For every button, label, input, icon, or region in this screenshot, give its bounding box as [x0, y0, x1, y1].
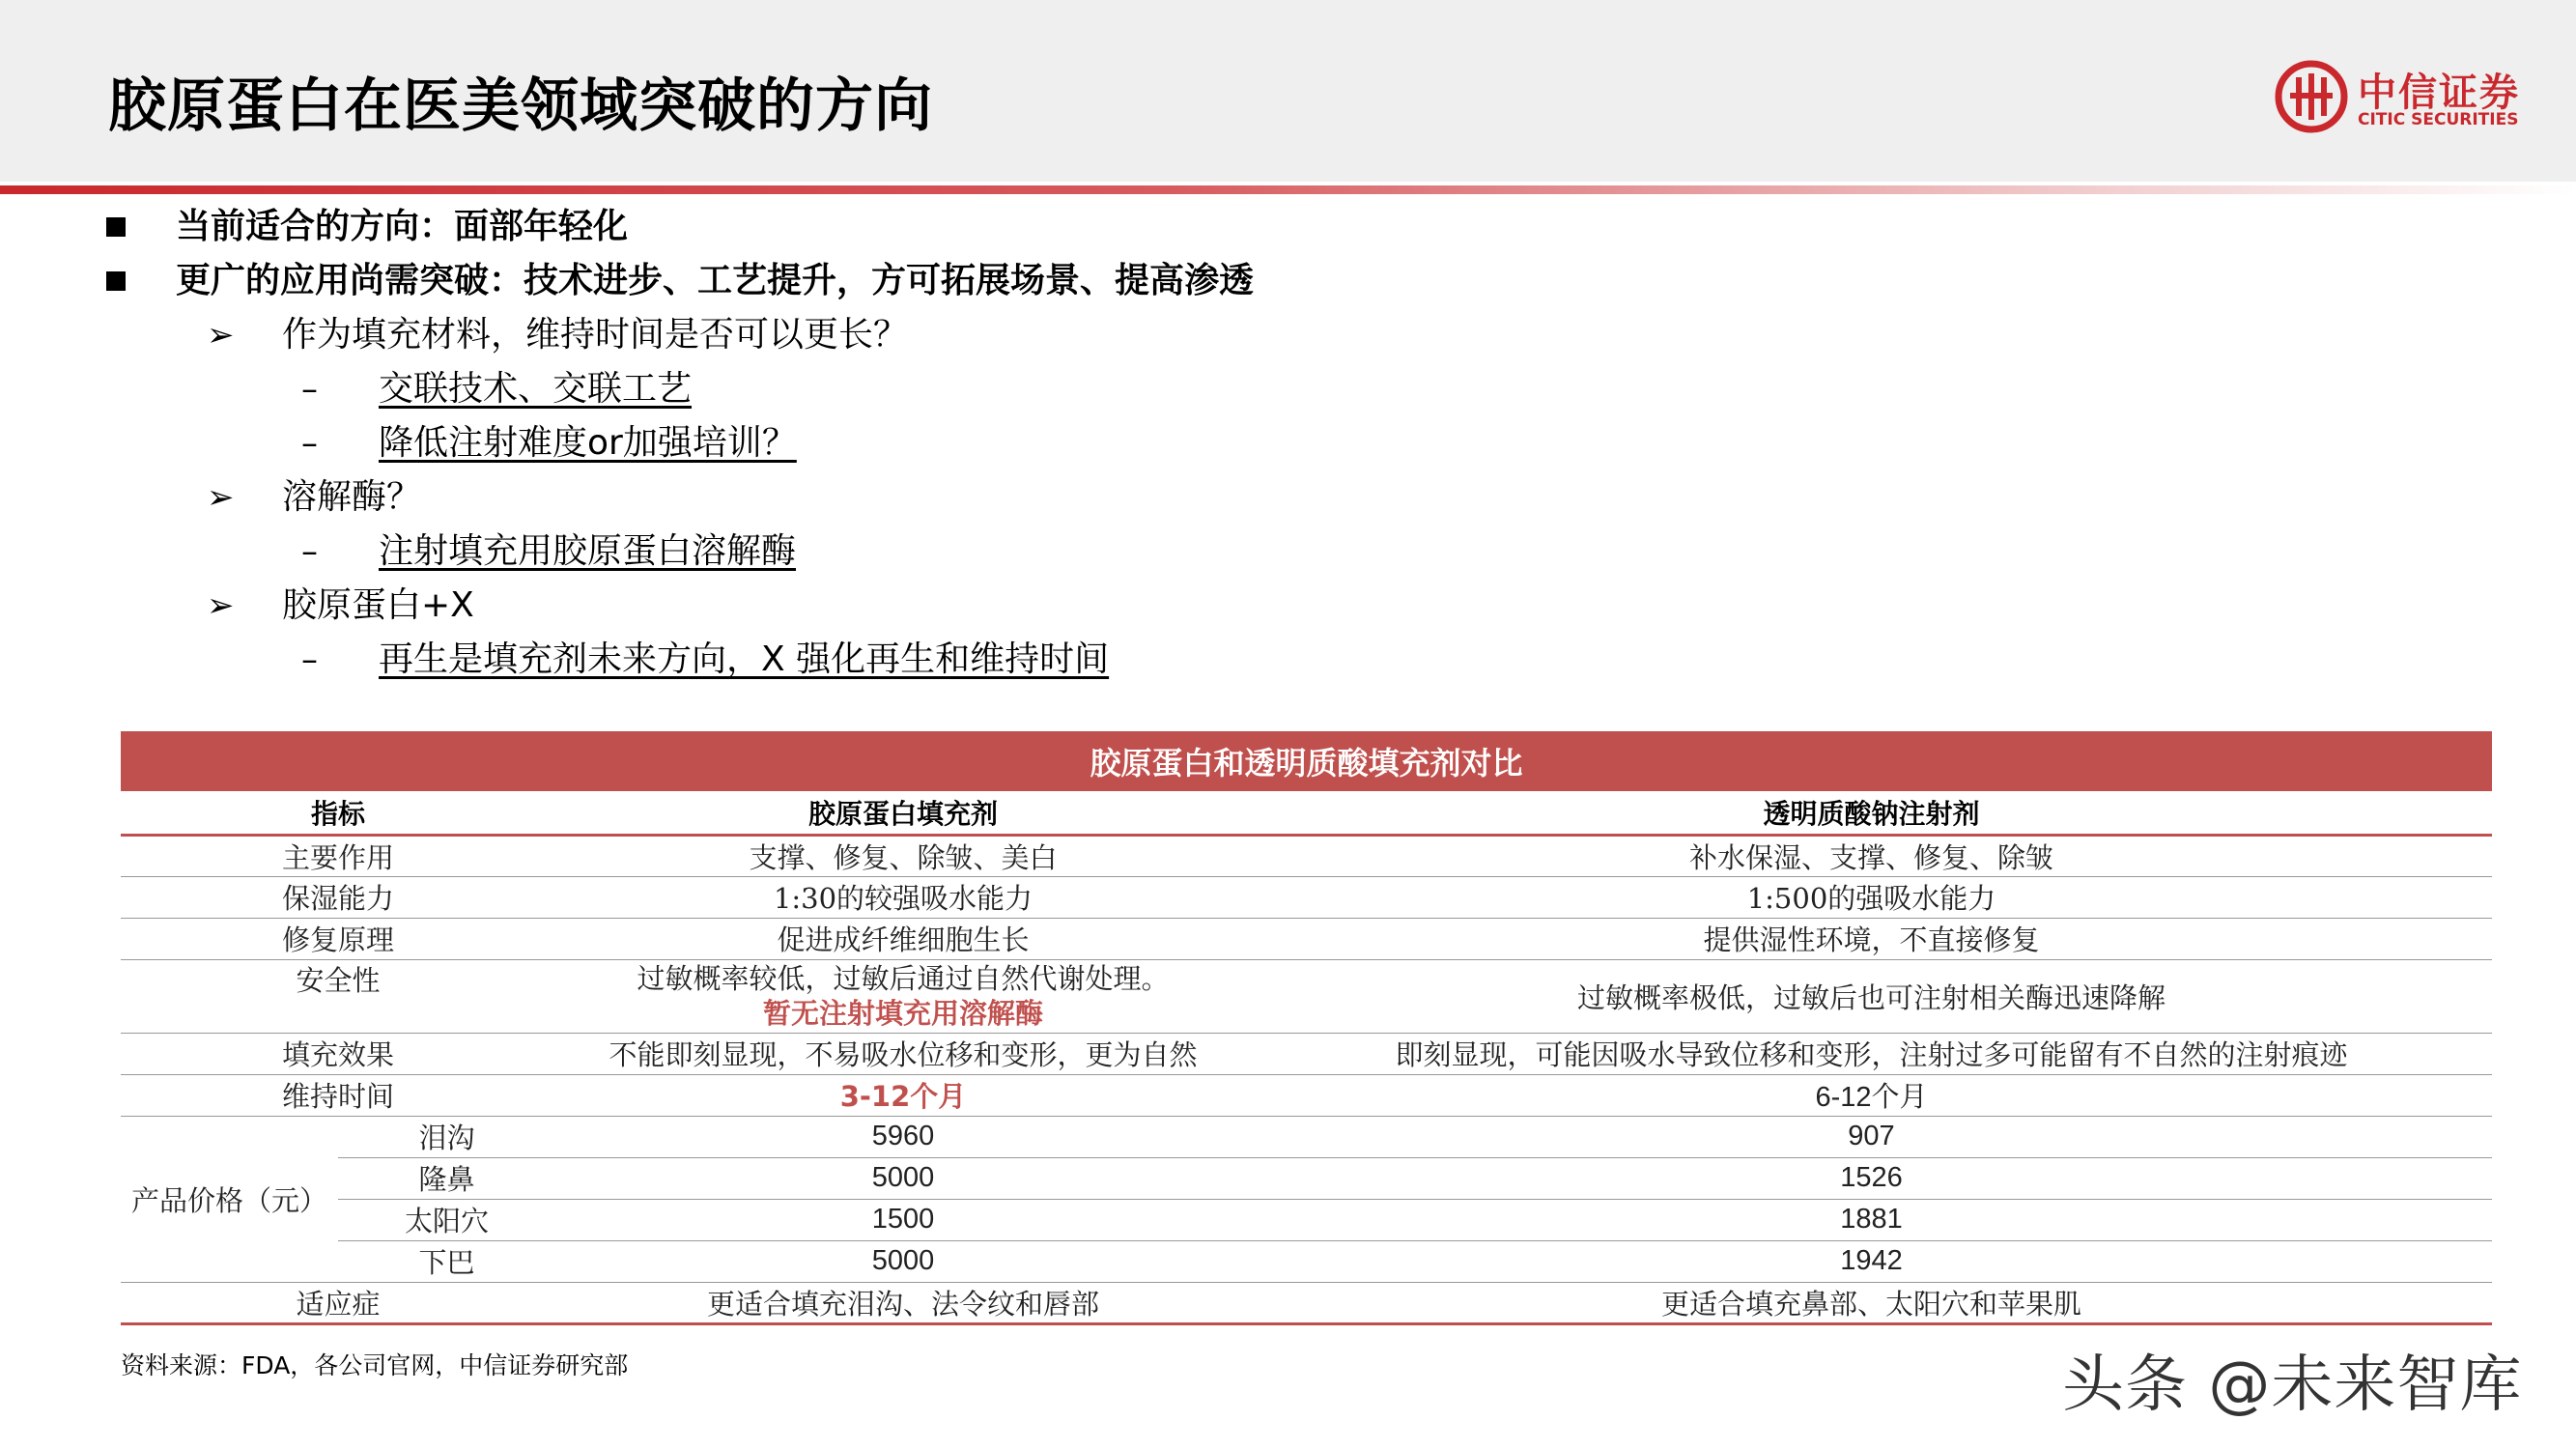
sub-sub-bullet-1b-text: 降低注射难度or加强培训？ — [379, 423, 797, 463]
row-label: 维持时间 — [281, 1080, 394, 1113]
row-label: 保湿能力 — [281, 882, 394, 915]
row-label: 适应症 — [296, 1287, 381, 1321]
row-label: 填充效果 — [281, 1038, 394, 1071]
table-cell: 即刻显现，可能因吸水导致位移和变形，注射过多可能留有不自然的注射痕迹 — [1395, 1038, 2348, 1071]
header-divider — [0, 185, 2576, 194]
sub-sub-bullet-3a — [301, 638, 1110, 682]
sub-sub-bullet-1a — [301, 367, 693, 412]
bullet-1-text: 当前适合的方向：面部年轻化 — [176, 207, 629, 246]
table-cell: 促进成纤维细胞生长 — [777, 923, 1030, 956]
watermark: 头条 @未来智库 — [2062, 1350, 2523, 1421]
dash-bullet-icon: – — [301, 640, 318, 679]
source-note: 资料来源：FDA，各公司官网，中信证券研究部 — [121, 1351, 629, 1379]
column-header: 指标 — [310, 798, 365, 830]
table-cell: 不能即刻显现，不易吸水位移和变形，更为自然 — [609, 1038, 1198, 1071]
table-bottom-rule — [121, 1322, 2492, 1325]
square-bullet-icon — [106, 217, 126, 237]
arrow-bullet-icon: ➢ — [207, 316, 235, 355]
bullet-1 — [176, 205, 628, 249]
table-title: 胶原蛋白和透明质酸填充剂对比 — [121, 731, 2492, 791]
table-cell: 1942 — [1840, 1245, 1903, 1276]
row-label-price: 产品价格（元） — [130, 1183, 327, 1217]
sub-bullet-3 — [207, 583, 474, 628]
table-cell-highlight: 3-12个月 — [839, 1080, 967, 1113]
arrow-bullet-icon: ➢ — [207, 586, 235, 625]
table-cell: 1526 — [1840, 1162, 1903, 1193]
sub-bullet-2-text: 溶解酶？ — [282, 477, 422, 517]
table-cell: 1:30的较强吸水能力 — [773, 882, 1033, 915]
table-cell: 1881 — [1840, 1204, 1903, 1235]
table-cell: 支撑、修复、除皱、美白 — [749, 840, 1058, 874]
safety-highlight: 暂无注射填充用溶解酶 — [762, 997, 1043, 1030]
bullet-2 — [176, 259, 1254, 303]
logo-text-en: CITIC SECURITIES — [2358, 110, 2519, 129]
comparison-table — [121, 791, 2492, 1325]
column-header: 透明质酸钠注射剂 — [1763, 798, 1980, 830]
row-sublabel: 泪沟 — [418, 1122, 475, 1154]
header-bar — [0, 0, 2576, 182]
table-cell: 6-12个月 — [1815, 1082, 1928, 1113]
table-cell: 1500 — [871, 1204, 935, 1235]
citic-logo — [2275, 60, 2535, 137]
sub-sub-bullet-1b — [301, 421, 797, 466]
square-bullet-icon — [106, 271, 126, 291]
table-cell: 1:500的强吸水能力 — [1746, 882, 1996, 915]
sub-bullet-2 — [207, 475, 422, 520]
sub-bullet-3-text: 胶原蛋白+X — [282, 585, 474, 625]
sub-sub-bullet-2a-text: 注射填充用胶原蛋白溶解酶 — [379, 531, 797, 571]
page-title: 胶原蛋白在医美领域突破的方向 — [108, 72, 933, 140]
table-cell: 5000 — [871, 1162, 935, 1193]
row-sublabel: 太阳穴 — [404, 1205, 489, 1237]
dash-bullet-icon: – — [301, 370, 318, 409]
table-cell: 更适合填充鼻部、太阳穴和苹果肌 — [1660, 1287, 2081, 1321]
table-cell: 907 — [1848, 1121, 1895, 1151]
table-cell — [555, 959, 1251, 1033]
row-label: 主要作用 — [281, 840, 394, 874]
table-cell: 提供湿性环境，不直接修复 — [1703, 923, 2040, 956]
arrow-bullet-icon: ➢ — [207, 478, 235, 517]
bullet-2-text: 更广的应用尚需突破：技术进步、工艺提升，方可拓展场景、提高渗透 — [176, 261, 1255, 300]
sub-sub-bullet-1a-text: 交联技术、交联工艺 — [379, 369, 693, 409]
row-label: 安全性 — [296, 963, 381, 997]
table-cell: 过敏概率极低，过敏后也可注射相关酶迅速降解 — [1576, 980, 2166, 1014]
safety-text: 过敏概率较低，过敏后通过自然代谢处理。 — [637, 962, 1170, 995]
row-sublabel: 隆鼻 — [418, 1163, 475, 1196]
row-label: 修复原理 — [281, 923, 394, 956]
table-cell: 更适合填充泪沟、法令纹和唇部 — [706, 1287, 1099, 1321]
sub-sub-bullet-3a-text: 再生是填充剂未来方向，X 强化再生和维持时间 — [379, 639, 1110, 679]
sub-bullet-1 — [207, 313, 909, 357]
table-cell: 补水保湿、支撑、修复、除皱 — [1688, 840, 2053, 874]
table-cell: 5960 — [871, 1121, 935, 1151]
row-sublabel: 下巴 — [418, 1246, 475, 1279]
sub-sub-bullet-2a — [301, 529, 797, 574]
dash-bullet-icon: – — [301, 424, 318, 463]
sub-bullet-1-text: 作为填充材料，维持时间是否可以更长？ — [282, 315, 909, 355]
dash-bullet-icon: – — [301, 532, 318, 571]
citic-logo-icon — [2275, 60, 2348, 133]
logo-text-cn: 中信证券 — [2358, 71, 2520, 115]
column-header: 胶原蛋白填充剂 — [807, 798, 998, 830]
table-cell: 5000 — [871, 1245, 935, 1276]
